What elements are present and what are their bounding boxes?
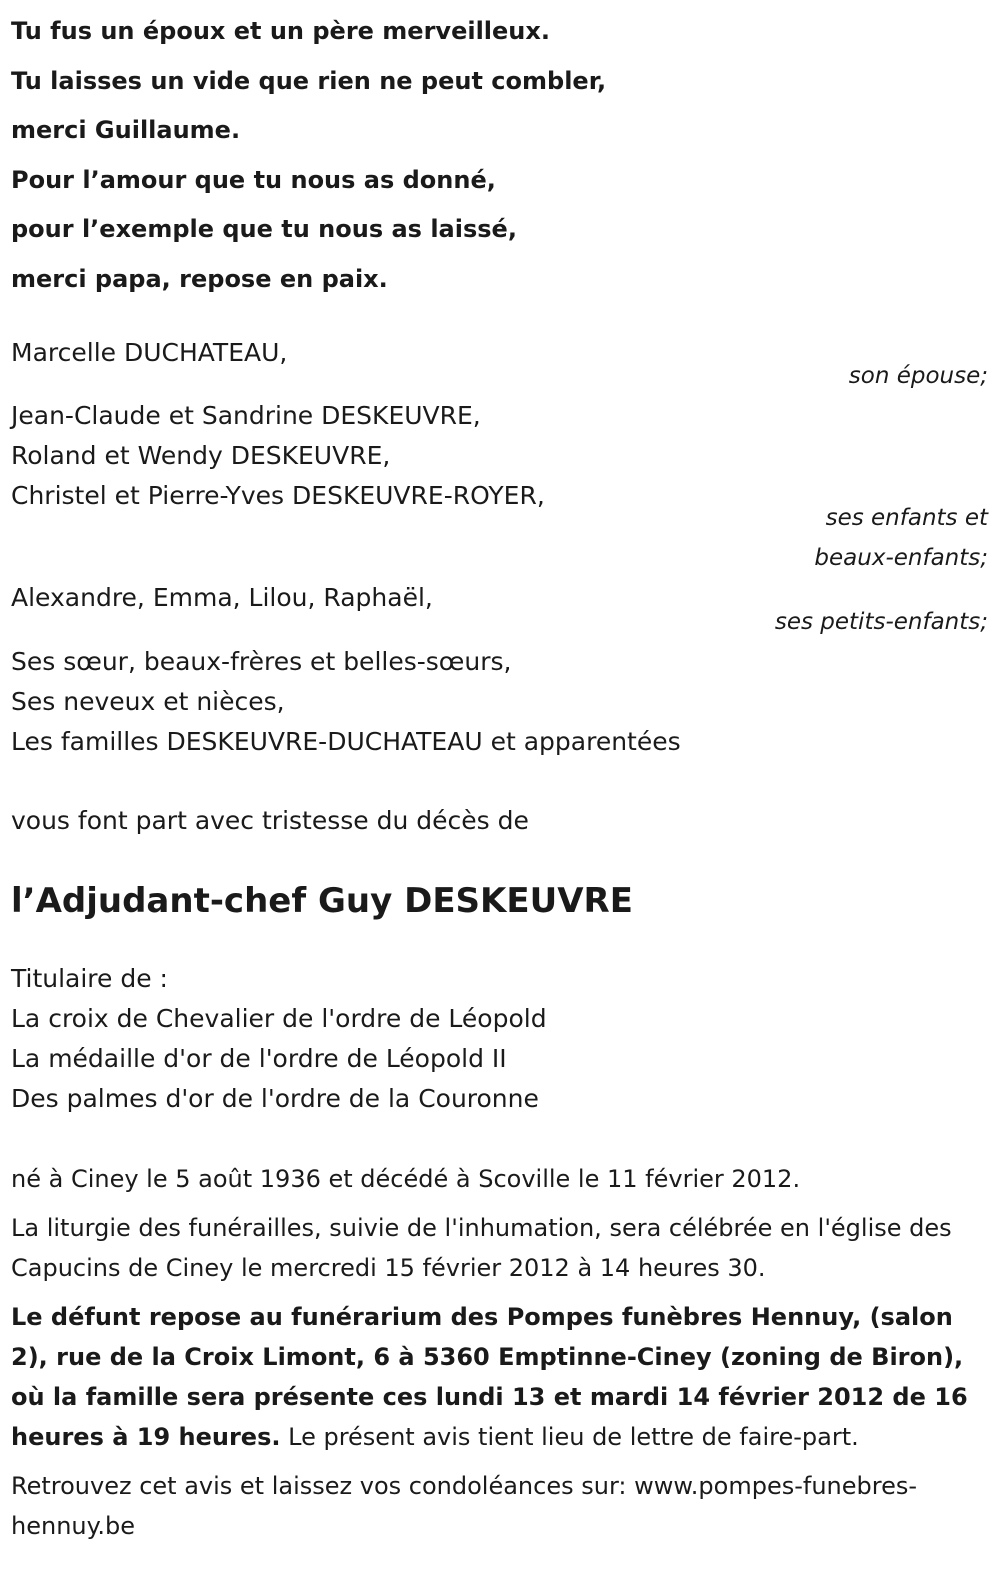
family-line: Ses sœur, beaux-frères et belles-sœurs, (11, 647, 512, 676)
honor-line: La croix de Chevalier de l'ordre de Léopold (11, 1004, 547, 1033)
deceased-name: l’Adjudant-chef Guy DESKEUVRE (11, 881, 633, 921)
poem-line: merci Guillaume. (11, 116, 241, 144)
child-name: Roland et Wendy DESKEUVRE, (11, 441, 391, 470)
poem-line: Tu laisses un vide que rien ne peut combler, (11, 66, 607, 95)
announcement-text: vous font part avec tristesse du décès de (11, 806, 529, 835)
poem-line: Pour l’amour que tu nous as donné, (11, 165, 496, 194)
visitation-details: Le défunt repose au funérarium des Pompes funèbres Hennuy, (salon 2), rue de la Croix Limont, 6 à 5360 Emptinne-Ciney (zoning de Biron), où la famille sera présente ces lundi 13 et mardi 14 février 2012 de 16 heures à 19 heures. (11, 1303, 968, 1451)
grandchildren-relation: ses petits-enfants; (774, 609, 988, 635)
children-relation: beaux-enfants; (814, 545, 988, 571)
poem (11, 0, 988, 304)
visitation-info (11, 1297, 988, 1457)
honor-line: Des palmes d'or de l'ordre de la Couronne (11, 1084, 539, 1113)
funeral-info: La liturgie des funérailles, suivie de l'inhumation, sera célébrée en l'église des Capucins de Ciney le mercredi 15 février 2012 à 14 heures 30. (11, 1214, 952, 1282)
grandchildren-names: Alexandre, Emma, Lilou, Raphaël, (11, 583, 433, 612)
grandchildren-section (11, 578, 988, 642)
condolences-info: Retrouvez cet avis et laissez vos condoléances sur: www.pompes-funebres-hennuy.be (11, 1472, 918, 1540)
family-line: Les familles DESKEUVRE-DUCHATEAU et apparentées (11, 727, 681, 756)
poem-line: merci papa, repose en paix. (11, 264, 388, 293)
child-name: Christel et Pierre-Yves DESKEUVRE-ROYER, (11, 481, 545, 510)
poem-line: pour l’exemple que tu nous as laissé, (11, 215, 517, 243)
announcement (11, 801, 988, 841)
family-section (11, 642, 988, 762)
spouse-name: Marcelle DUCHATEAU, (11, 338, 288, 367)
spouse-section (11, 333, 988, 396)
child-name: Jean-Claude et Sandrine DESKEUVRE, (11, 401, 481, 430)
poem-line: Tu fus un époux et un père merveilleux. (11, 17, 550, 45)
honor-line: La médaille d'or de l'ordre de Léopold II (11, 1044, 507, 1073)
birth-death: né à Ciney le 5 août 1936 et décédé à Scoville le 11 février 2012. (11, 1165, 801, 1193)
honor-line: Titulaire de : (11, 964, 168, 993)
children-relation: ses enfants et (825, 505, 988, 531)
notice-replaces-letter: Le présent avis tient lieu de lettre de faire-part. (280, 1423, 859, 1451)
honors-section (11, 959, 988, 1119)
family-line: Ses neveux et nièces, (11, 687, 285, 716)
spouse-relation: son épouse; (848, 363, 988, 389)
children-section (11, 396, 988, 578)
